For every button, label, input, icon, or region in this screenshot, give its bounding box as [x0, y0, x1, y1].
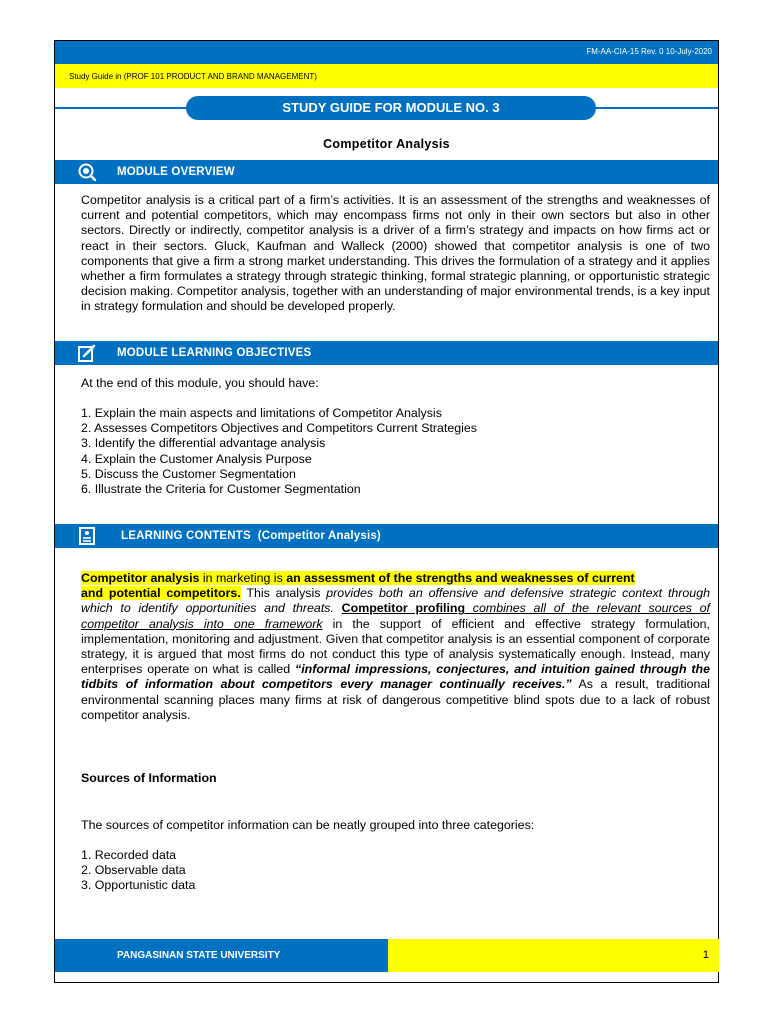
- objective-item: 6. Illustrate the Criteria for Customer Segmentation: [81, 482, 361, 497]
- document-icon: [77, 526, 97, 546]
- objectives-list: [81, 406, 477, 497]
- objective-item: 2. Assesses Competitors Objectives and Competitors Current Strategies: [81, 421, 477, 436]
- term-competitor-profiling: Competitor profiling: [341, 601, 466, 616]
- section-header-overview: [55, 160, 718, 184]
- source-item: 1. Recorded data: [81, 848, 177, 862]
- definition-highlight-cont: and potential competitors.: [81, 586, 241, 601]
- text-fragment: in the support of efficient and effective strategy formulation, implementation, monitoring and adjustment. Given that competitor analysis is an essential component of corporate strategy, it is argued that most firms do not conduct this type of analysis systematically enough. Instead, many enterprises operate on what is called: [81, 616, 710, 677]
- objective-item: 4. Explain the Customer Analysis Purpose: [81, 451, 312, 466]
- text-fragment: in marketing is: [199, 571, 287, 585]
- footer-university-bar: [55, 939, 388, 972]
- contents-paragraph: [81, 571, 710, 723]
- sources-list: [81, 848, 195, 894]
- module-title: STUDY GUIDE FOR MODULE NO. 3: [186, 96, 596, 120]
- guide-label: Study Guide in (PROF 101 PRODUCT AND BRAND MANAGEMENT): [69, 72, 317, 81]
- contents-heading-text: LEARNING CONTENTS: [121, 530, 251, 542]
- quote-bold-italic: “informal impressions, conjectures, and intuition gained through the tidbits of information about competitors every manager continually receives.”: [81, 662, 710, 692]
- text-fragment: [334, 601, 342, 615]
- source-item: 2. Observable data: [81, 863, 186, 878]
- italic-phrase: provides both an offensive and defensive strategic context through which to identify opportunities and threats.: [81, 586, 710, 616]
- text-fragment: As a result, traditional environmental scanning places many firms at risk of dangerous competitive blind spots due to a lack of robust competitor analysis.: [81, 677, 710, 722]
- page-number: 1: [702, 949, 709, 961]
- university-name: PANGASINAN STATE UNIVERSITY: [117, 950, 281, 961]
- source-item: 3. Opportunistic data: [81, 878, 196, 893]
- footer-page-bar: [388, 939, 719, 972]
- objective-item: 5. Discuss the Customer Segmentation: [81, 466, 296, 481]
- objective-item: 1. Explain the main aspects and limitations of Competitor Analysis: [81, 406, 442, 420]
- objectives-intro: At the end of this module, you should have:: [81, 376, 319, 390]
- italic-underlined-phrase: combines all of the relevant sources of competitor analysis into one framework: [81, 601, 710, 631]
- header-top-bar: [55, 41, 718, 64]
- definition-highlight: an assessment of the strengths and weaknesses of current: [286, 571, 635, 585]
- contents-heading-sub: (Competitor Analysis): [257, 530, 381, 542]
- section-header-contents: [55, 524, 718, 548]
- magnifier-icon: [77, 162, 97, 182]
- section-header-objectives: [55, 341, 718, 365]
- module-subtitle: Competitor Analysis: [323, 137, 450, 151]
- overview-paragraph: Competitor analysis is a critical part of a firm’s activities. It is an assessment of the strengths and weaknesses of current and potential competitors, which may encompass firms not only in their own sectors but also in other sectors. Directly or indirectly, competitor analysis is a driver of a firm’s strategy and impacts on how firms act or react in their sectors. Gluck, Kaufman and Walleck (2000) showed that competitor analysis is one of two components that give a firm a strong market understanding. This drives the formulation of a strategy and it applies whether a firm formulates a strategy through strategic thinking, formal strategic planning, or opportunistic strategic decision making. Competitor analysis, together with an understanding of major environmental trends, is a key input in strategy formulation and should be developed properly.: [81, 193, 710, 314]
- sources-intro: The sources of competitor information can be neatly grouped into three categories:: [81, 818, 535, 832]
- objective-item: 3. Identify the differential advantage analysis: [81, 436, 326, 451]
- section-title-contents: [121, 530, 381, 542]
- text-fragment: This analysis: [240, 586, 327, 601]
- term-competitor-analysis: Competitor analysis: [81, 571, 200, 585]
- study-guide-page: [54, 40, 719, 983]
- section-title-overview: MODULE OVERVIEW: [117, 166, 235, 178]
- section-title-objectives: MODULE LEARNING OBJECTIVES: [117, 347, 312, 359]
- sources-heading: Sources of Information: [81, 771, 217, 785]
- header-guide-bar: [55, 64, 718, 88]
- edit-icon: [77, 343, 97, 363]
- form-code: FM-AA-CIA-15 Rev. 0 10-July-2020: [586, 47, 712, 56]
